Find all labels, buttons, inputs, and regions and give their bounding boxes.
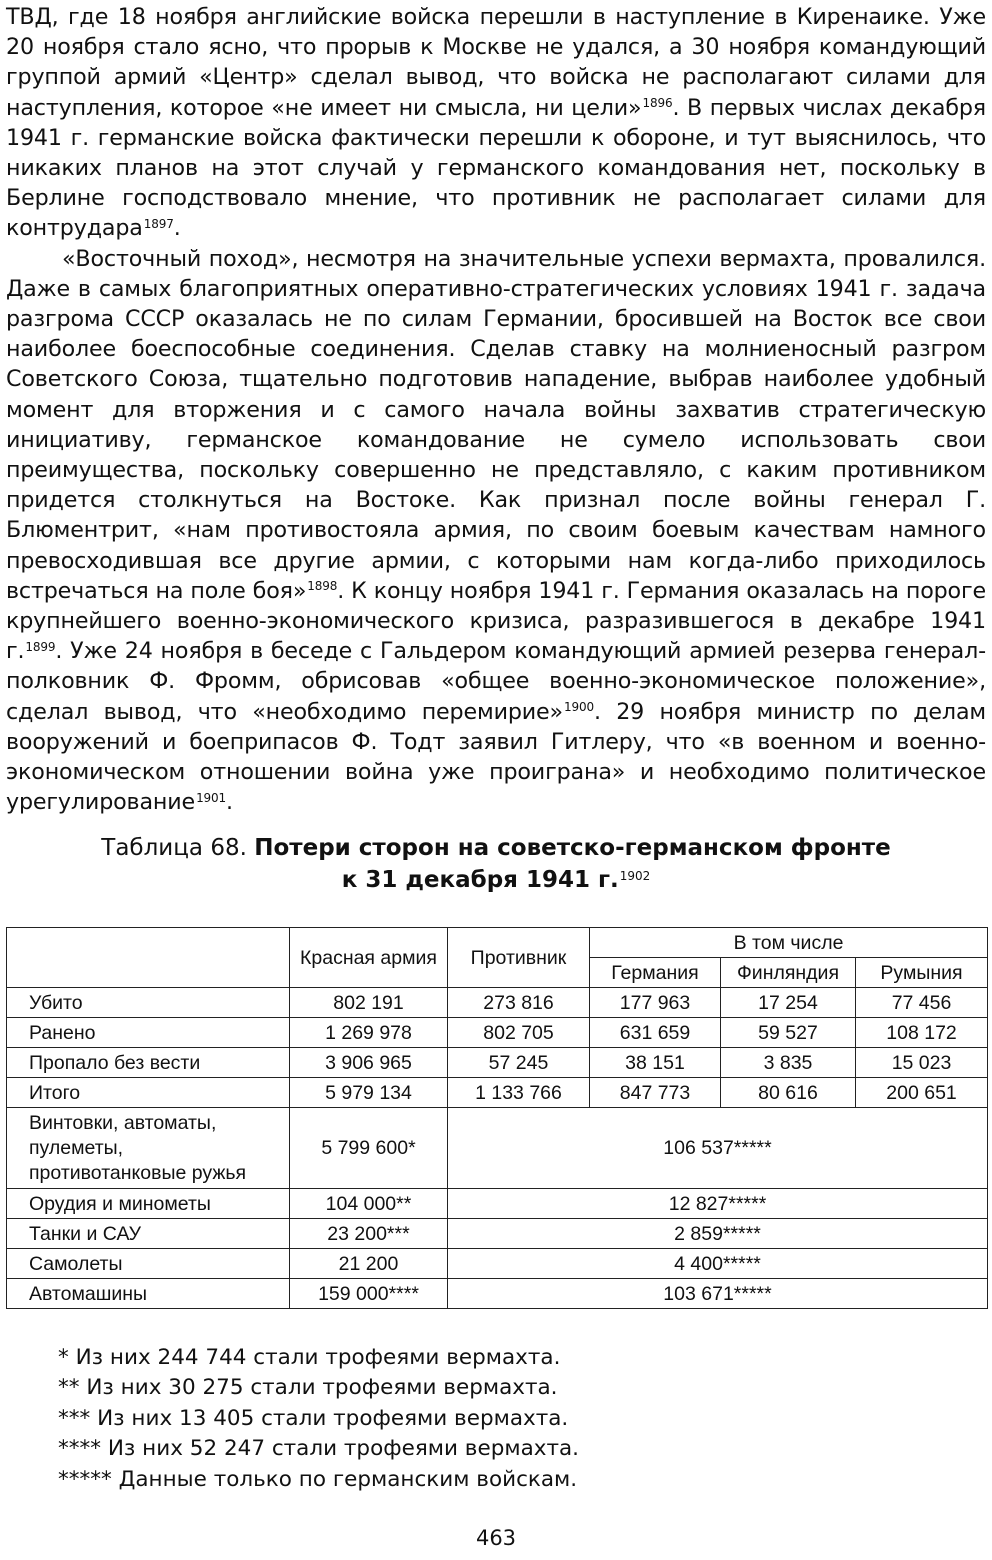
row-label: Орудия и минометы: [7, 1189, 290, 1219]
table-caption: [0, 832, 992, 896]
cell-enemy: 4 400*****: [448, 1249, 988, 1279]
cell-finland: 17 254: [721, 988, 856, 1018]
row-label: Итого: [7, 1078, 290, 1108]
header-enemy: Противник: [448, 928, 590, 988]
row-label-line: Винтовки, автоматы,: [29, 1111, 217, 1134]
caption-line-1: [0, 832, 992, 864]
table-row: [7, 1189, 988, 1219]
note: ** Из них 30 275 стали трофеями вермахта.: [58, 1375, 558, 1401]
cell-enemy: 802 705: [448, 1018, 590, 1048]
cell-red-army: 3 906 965: [290, 1048, 448, 1078]
footnote-ref[interactable]: 1902: [619, 868, 651, 883]
cell-finland: 3 835: [721, 1048, 856, 1078]
cell-red-army: 5 979 134: [290, 1078, 448, 1108]
cell-red-army: 21 200: [290, 1249, 448, 1279]
row-label-line: пулеметы,: [29, 1136, 124, 1159]
paragraph-text: «Восточный поход», несмотря на значительные успехи вермахта, провалился. Даже в самых благоприятных оперативно-стратегических условиях 1941 г. задача разгрома СССР оказалась не по силам Германии, бросившей на Восток все свои наиболее боеспособные соединения. Сделав ставку на молниеносный разгром Советского Союза, тщательно подготовив нападение, выбрав наиболее удобный момент для вторжения и с самого начала войны захватив стратегическую инициативу, германское командование не сумело использовать свои преимущества, поскольку совершенно не представляло, с каким противником придется столкнуться на Востоке. Как признал после войны генерал Г. Блюментрит, «нам противостояла армия, по своим боевым качествам намного превосходившая все другие армии, с которыми нам когда-либо приходилось встречаться на поле боя»: [6, 245, 986, 604]
cell-red-army: 1 269 978: [290, 1018, 448, 1048]
row-label-line: противотанковые ружья: [29, 1161, 247, 1184]
footnote-ref[interactable]: 1900: [563, 700, 594, 715]
cell-romania: 108 172: [856, 1018, 988, 1048]
cell-enemy: 1 133 766: [448, 1078, 590, 1108]
cell-romania: 200 651: [856, 1078, 988, 1108]
header-romania: Румыния: [856, 958, 988, 988]
cell-finland: 59 527: [721, 1018, 856, 1048]
table-row: [7, 1018, 988, 1048]
header-germany: Германия: [590, 958, 721, 988]
cell-germany: 177 963: [590, 988, 721, 1018]
table-row: [7, 1249, 988, 1279]
table-row: [7, 1279, 988, 1309]
paragraph-text: . 29 ноября министр по делам вооружений и боеприпасов Ф. Тодт заявил Гитлеру, что «в военном и военно-экономическом отношении война уже проиграна» и необходимо политическое урегулирование: [6, 698, 986, 816]
paragraph-2: [6, 244, 986, 818]
paragraph-text: .: [226, 789, 233, 816]
note: **** Из них 52 247 стали трофеями вермахта.: [58, 1436, 579, 1462]
row-label: [7, 1108, 290, 1189]
table-row: [7, 1219, 988, 1249]
footnote-ref[interactable]: 1898: [307, 579, 338, 594]
cell-enemy: 12 827*****: [448, 1189, 988, 1219]
note: ***** Данные только по германским войскам.: [58, 1466, 578, 1492]
footnote-ref[interactable]: 1901: [196, 790, 227, 805]
table-row: [7, 1048, 988, 1078]
cell-germany: 847 773: [590, 1078, 721, 1108]
cell-romania: 77 456: [856, 988, 988, 1018]
losses-table: [6, 927, 988, 1309]
cell-red-army: 802 191: [290, 988, 448, 1018]
paragraph-text: . К концу ноября 1941 г. Германия оказалась на пороге крупнейшего военно-экономического кризиса, разразившегося в декабре 1941 г.: [6, 577, 986, 665]
note: * Из них 244 744 стали трофеями вермахта.: [58, 1345, 561, 1370]
cell-red-army: 23 200***: [290, 1219, 448, 1249]
row-label: Ранено: [7, 1018, 290, 1048]
cell-enemy: 273 816: [448, 988, 590, 1018]
table-row: [7, 1108, 988, 1189]
paragraph-1: [6, 2, 986, 244]
row-label: Пропало без вести: [7, 1048, 290, 1078]
cell-enemy: 103 671*****: [448, 1279, 988, 1309]
row-label: Самолеты: [7, 1249, 290, 1279]
row-label: Танки и САУ: [7, 1219, 290, 1249]
body-text: [6, 2, 986, 817]
caption-title: Потери сторон на советско-германском фронте: [254, 835, 891, 861]
cell-enemy: 57 245: [448, 1048, 590, 1078]
cell-red-army: 104 000**: [290, 1189, 448, 1219]
footnote-ref[interactable]: 1896: [642, 96, 673, 111]
cell-finland: 80 616: [721, 1078, 856, 1108]
header-finland: Финляндия: [721, 958, 856, 988]
header-red-army: Красная армия: [290, 928, 448, 988]
note: *** Из них 13 405 стали трофеями вермахта.: [58, 1405, 569, 1431]
cell-enemy: 106 537*****: [448, 1108, 988, 1189]
page-number: 463: [475, 1526, 517, 1550]
caption-title: к 31 декабря 1941 г.: [341, 867, 619, 893]
table-notes: [58, 1343, 579, 1495]
table-row: [7, 1078, 988, 1108]
cell-germany: 38 151: [590, 1048, 721, 1078]
row-label: Убито: [7, 988, 290, 1018]
header-including: В том числе: [590, 928, 988, 958]
cell-red-army: 5 799 600*: [290, 1108, 448, 1189]
header-blank: [7, 928, 290, 988]
cell-romania: 15 023: [856, 1048, 988, 1078]
paragraph-text: .: [173, 215, 181, 242]
table-row: [7, 988, 988, 1018]
cell-germany: 631 659: [590, 1018, 721, 1048]
caption-prefix: Таблица 68.: [101, 835, 255, 861]
caption-line-2: [0, 864, 992, 896]
cell-red-army: 159 000****: [290, 1279, 448, 1309]
table-header-row: [7, 928, 988, 958]
paragraph-text: ТВД, где 18 ноября английские войска перешли в наступление в Киренаике. Уже 20 ноября стало ясно, что прорыв к Москве не удался, а 30 ноября командующий группой армий «Центр» сделал вывод, что войска не располагают силами для наступления, которое «не имеет ни смысла, ни цели»: [6, 4, 986, 121]
paragraph-text: . Уже 24 ноября в беседе с Гальдером командующий армией резерва генерал-полковник Ф. Фромм, обрисовав «общее военно-экономическое положение», сделал вывод, что «необходимо перемирие»: [6, 638, 986, 725]
cell-enemy: 2 859*****: [448, 1219, 988, 1249]
paragraph-text: . В первых числах декабря 1941 г. германские войска фактически перешли к обороне, и тут выяснилось, что никаких планов на этот случай у германского командования нет, поскольку в Берлине господствовало мнение, что противник не располагает силами для контрудара: [6, 94, 986, 242]
footnote-ref[interactable]: 1899: [25, 639, 56, 654]
footnote-ref[interactable]: 1897: [143, 216, 174, 231]
row-label: Автомашины: [7, 1279, 290, 1309]
